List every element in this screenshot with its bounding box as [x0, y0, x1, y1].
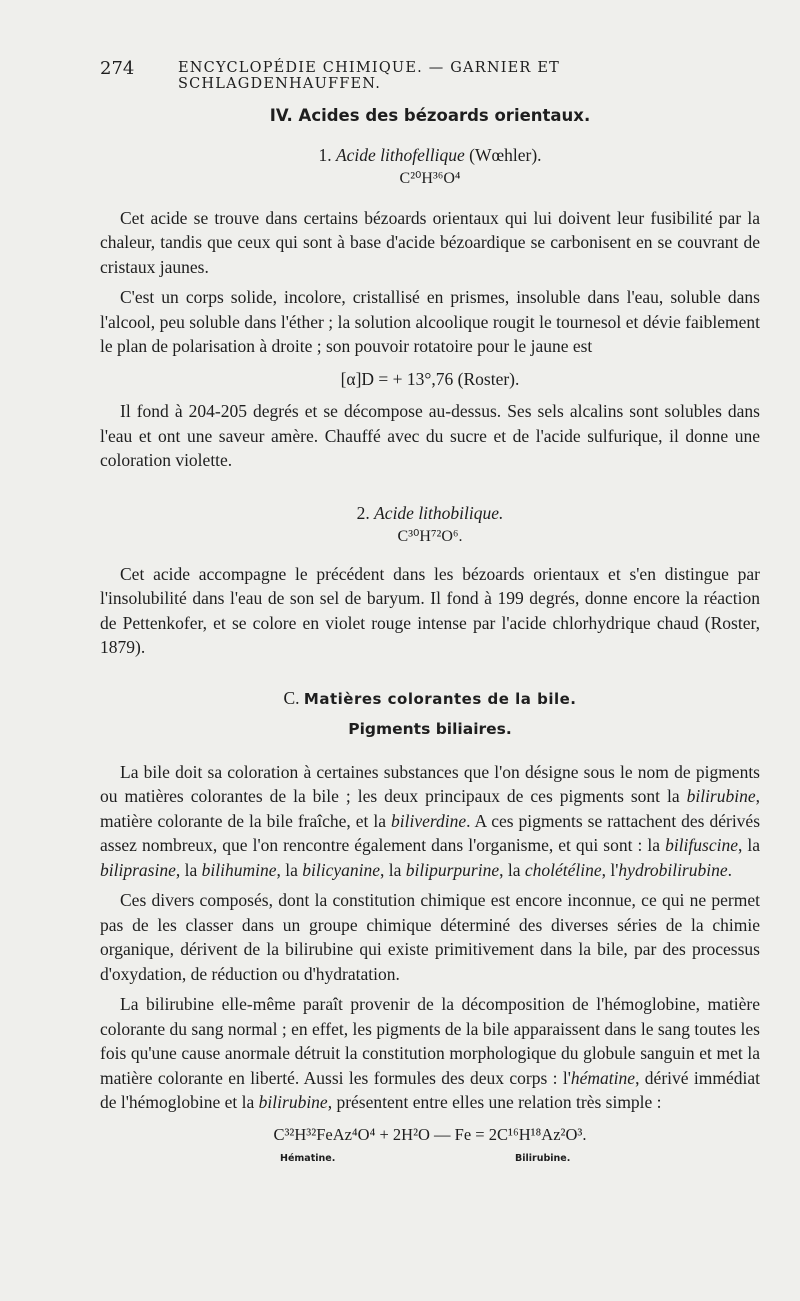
term-bilirubine-2: bilirubine [258, 1092, 328, 1112]
acid1-para1: Cet acide se trouve dans certains bézoards orientaux qui lui doivent leur fusibilité par la chaleur, tandis que ceux qui sont à base d'acide bézoardique se carbonisent en se couvrant de cristaux jaunes. [100, 207, 760, 277]
text-run: , l' [601, 859, 619, 880]
acid1-para2: C'est un corps solide, incolore, cristallisé en prismes, insoluble dans l'eau, soluble dans l'alcool, peu soluble dans l'éther ; la solution alcoolique rougit le tournesol et dévie faiblement le plan de polarisation à droite ; son pouvoir rotatoire pour le jaune est [100, 287, 760, 356]
section-c-subtitle: Pigments biliaires. [348, 720, 512, 738]
acid1-num: 1. [318, 144, 332, 165]
text-run: , la [175, 859, 202, 880]
text-run: La bile doit sa coloration à certaines substances que l'on désigne sous le nom de pigments ou matières colorantes de la bile ; les deux principaux de ces pigments sont la [100, 761, 760, 806]
acid2-heading [100, 501, 760, 526]
section-c-title: Matières colorantes de la bile. [303, 689, 577, 708]
term-bilirubine: bilirubine [686, 786, 756, 806]
acid2-num: 2. [356, 502, 370, 523]
acid1-name: Acide lithofellique [335, 144, 465, 165]
acid1-rotation: [α]D = + 13°,76 (Roster). [340, 368, 520, 389]
text-run: . A ces pigments se rattachent des dérivés assez nombreux, que l'on rencontre également dans l'organisme, et qui sont : la [100, 810, 761, 855]
text-run: , la [380, 859, 406, 880]
section-c-letter: C. [283, 687, 300, 708]
text-run: , la [499, 859, 525, 880]
text-run: , la [737, 835, 760, 855]
term-choleteline: cholétéline [524, 859, 602, 880]
pigments-para3 [100, 992, 760, 1115]
text-run: , matière colorante de la bile fraîche, et la [100, 786, 760, 831]
text-run: , dérivé immédiat de l'hémoglobine et la [100, 1067, 760, 1112]
acid1-heading [100, 143, 760, 168]
section-title-iv: IV. Acides des bézoards orientaux. [269, 106, 591, 125]
running-title: ENCYCLOPÉDIE CHIMIQUE. — GARNIER ET SCHLAGDENHAUFFEN. [178, 60, 560, 92]
acid2-para1: Cet acide accompagne le précédent dans les bézoards orientaux et s'en distingue par l'insolubilité dans l'eau de son sel de baryum. Il fond à 199 degrés, donne encore la réaction de Pettenkofer, et se colore en violet rouge intense par l'acide chlorhydrique chaud (Roster, 1879). [100, 563, 760, 657]
equation: C³²H³²FeAz⁴O⁴ + 2H²O — Fe = 2C¹⁶H¹⁸Az²O³. [273, 1124, 587, 1144]
acid2-formula: C³⁰H⁷²O⁶. [397, 528, 463, 545]
text-run: , présentent entre elles une relation très simple : [327, 1092, 662, 1112]
text-run: La bilirubine elle-même paraît provenir de la décomposition de l'hémoglobine, matière colorante du sang normal ; en effet, les pigments de la bile apparaissent dans le sang toutes les fois qu'une cause anormale détruit la constitution morphologique du globule sanguin et met la matière colorante en liberté. Aussi les formules des deux corps : l' [100, 994, 760, 1088]
equation-labels [100, 1147, 760, 1163]
running-header [100, 58, 760, 92]
text-run: . [727, 859, 733, 880]
term-biliverdine: biliverdine [390, 810, 467, 831]
term-biliprasine: biliprasine [100, 859, 176, 880]
page-number: 274 [100, 58, 135, 79]
term-bilihumine: bilihumine [201, 859, 277, 880]
acid1-author: (Wœhler). [469, 144, 542, 165]
label-bilirubine: Bilirubine. [515, 1153, 571, 1164]
term-hydrobilirubine: hydrobilirubine [618, 859, 728, 880]
label-hematine: Hématine. [280, 1153, 336, 1164]
acid1-formula: C²⁰H³⁶O⁴ [399, 170, 461, 187]
section-c-heading [100, 686, 760, 712]
text-run: , la [276, 859, 303, 880]
term-bilipurpurine: bilipurpurine [405, 859, 500, 880]
acid1-para3: Il fond à 204-205 degrés et se décompose au-dessus. Ses sels alcalins sont solubles dans l'eau et ont une saveur amère. Chauffé avec du sucre et de l'acide sulfurique, il donne une coloration violette. [100, 401, 760, 470]
acid2-name: Acide lithobilique. [374, 502, 504, 523]
pigments-para1 [100, 760, 760, 883]
term-bilicyanine: bilicyanine [302, 859, 380, 880]
pigments-para2: Ces divers composés, dont la constitution chimique est encore inconnue, ce qui ne permet pas de les classer dans un groupe chimique déterminé des diverses séries de la chimie organique, dérivent de la bilirubine qui existe primitivement dans la bile, par des processus d'oxydation, de réduction ou d'hydratation. [100, 890, 760, 984]
term-bilifuscine: bilifuscine [665, 835, 738, 855]
term-hematine: hématine [570, 1067, 636, 1088]
page-body [100, 100, 760, 1163]
